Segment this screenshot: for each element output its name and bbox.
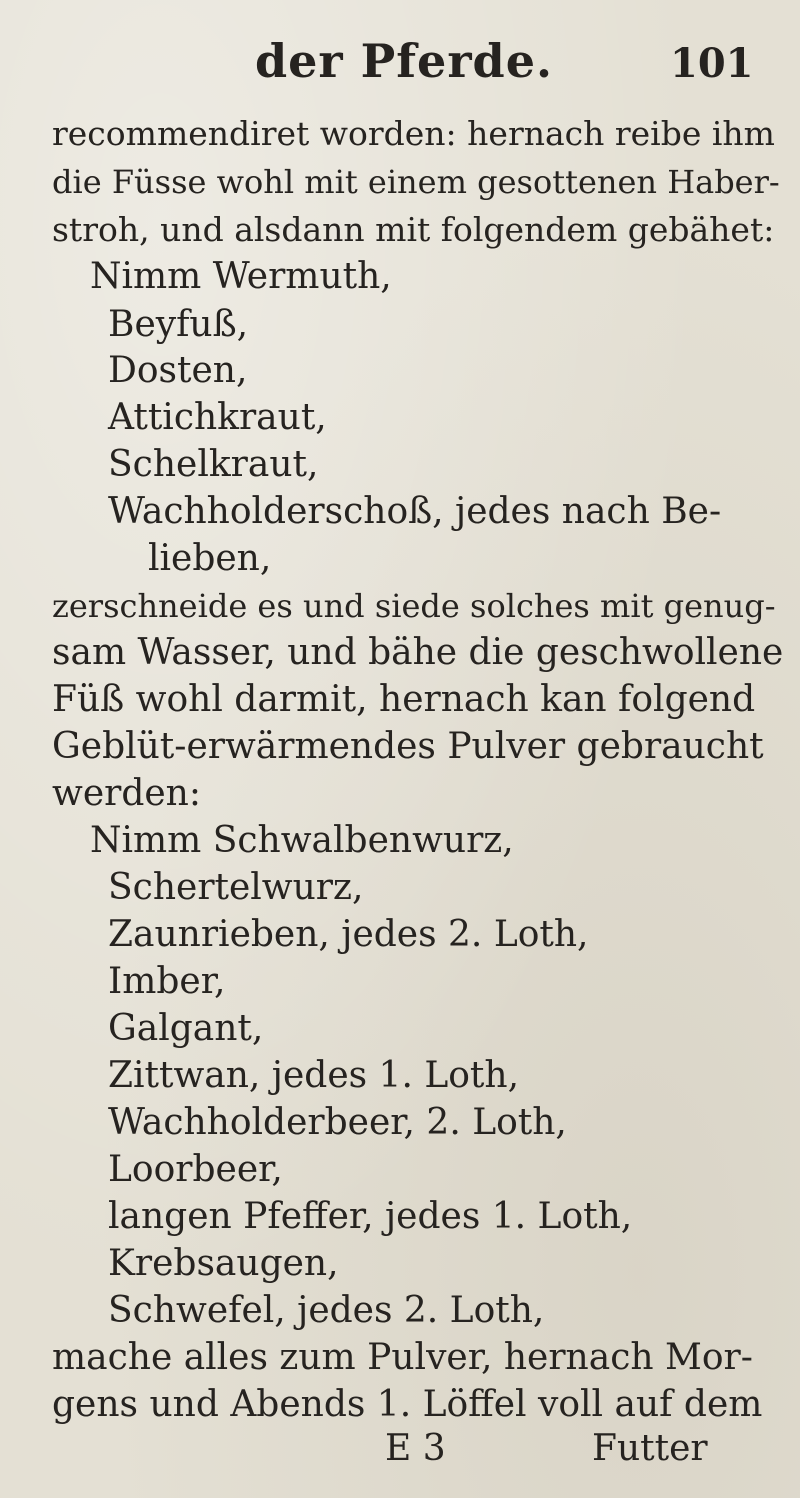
text-line: Wachholderbeer, 2. Loth, xyxy=(108,1102,567,1143)
text-line: sam Wasser, und bähe die geschwollene xyxy=(52,632,784,673)
text-line: die Füsse wohl mit einem gesottenen Haber- xyxy=(52,163,780,201)
text-line: Krebsaugen, xyxy=(108,1243,339,1284)
text-line: Füß wohl darmit, hernach kan folgend xyxy=(52,679,756,720)
text-line: Dosten, xyxy=(108,350,248,391)
text-line: Galgant, xyxy=(108,1008,264,1049)
text-line: Nimm Wermuth, xyxy=(90,256,392,297)
text-line: Nimm Schwalbenwurz, xyxy=(90,820,514,861)
text-line: Schwefel, jedes 2. Loth, xyxy=(108,1290,545,1331)
text-line: Geblüt-erwärmendes Pulver gebraucht xyxy=(52,726,764,767)
text-line: Beyfuß, xyxy=(108,304,249,345)
signature-mark: E 3 xyxy=(385,1428,446,1469)
text-line: Loorbeer, xyxy=(108,1149,283,1190)
text-line: stroh, und alsdann mit folgendem gebähet: xyxy=(52,210,775,249)
text-line: Wachholderschoß, jedes nach Be- xyxy=(108,491,722,532)
text-line: langen Pfeffer, jedes 1. Loth, xyxy=(108,1196,633,1237)
text-line: Zittwan, jedes 1. Loth, xyxy=(108,1055,520,1096)
text-line: lieben, xyxy=(148,538,272,579)
text-line: gens und Abends 1. Löffel voll auf dem xyxy=(52,1384,763,1425)
text-line: Schelkraut, xyxy=(108,444,319,485)
text-line: werden: xyxy=(52,773,201,814)
page-header xyxy=(0,34,800,104)
catchword: Futter xyxy=(592,1428,708,1469)
text-line: Imber, xyxy=(108,961,226,1002)
running-head: der Pferde. xyxy=(255,34,554,88)
page-number: 101 xyxy=(670,40,754,87)
text-line: mache alles zum Pulver, hernach Mor- xyxy=(52,1337,753,1378)
text-line: recommendiret worden: hernach reibe ihm xyxy=(52,114,775,153)
page-footer xyxy=(0,1428,800,1478)
text-line: zerschneide es und siede solches mit genug- xyxy=(52,587,776,625)
text-line: Zaunrieben, jedes 2. Loth, xyxy=(108,914,589,955)
text-line: Schertelwurz, xyxy=(108,867,364,908)
text-line: Attichkraut, xyxy=(108,397,327,438)
